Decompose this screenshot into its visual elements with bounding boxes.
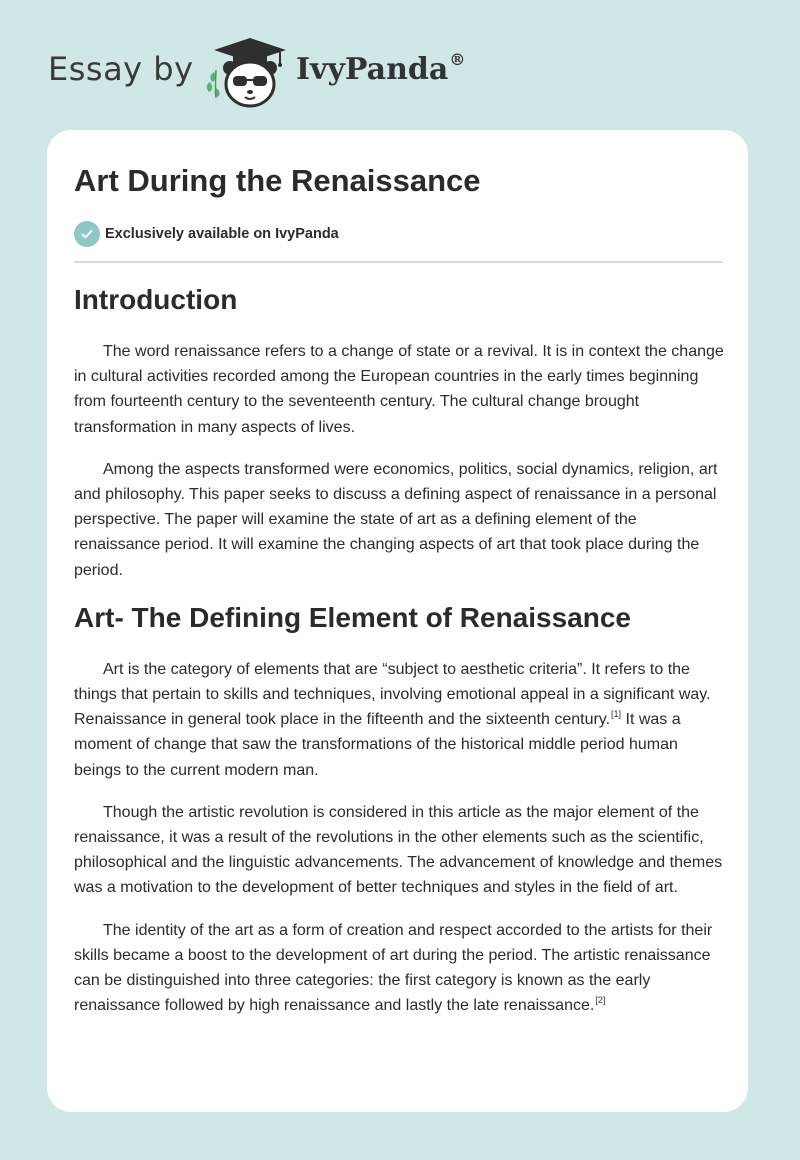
panda-logo-icon[interactable] <box>200 34 292 110</box>
footnote-link[interactable]: [2] <box>595 994 606 1005</box>
paragraph: The word renaissance refers to a change of state or a revival. It is in context the change in cultural activities recorded among the European countries in the early times beginning from fourteenth century to the seventeenth century. The cultural change brought transformation in many aspects of lives. <box>74 343 724 436</box>
section-heading-introduction: Introduction <box>74 284 238 315</box>
footnote-link[interactable]: [1] <box>611 708 622 719</box>
site-header <box>0 0 800 130</box>
ivy-leaf-icon <box>207 70 220 98</box>
paragraph <box>74 657 726 783</box>
registered-mark: ® <box>449 50 466 69</box>
exclusive-badge-text: Exclusively available on IvyPanda <box>105 226 339 242</box>
paragraph-text: It was a moment of change that saw the transformations of the historical middle period human beings to the current modern man. <box>74 711 681 779</box>
essay-card <box>47 130 748 1112</box>
paragraph: Though the artistic revolution is considered in this article as the major element of the renaissance, it was a result of the revolutions in the other elements such as the scientific, philosophical and the linguistic advancements. The advancement of knowledge and themes was a motivation to the development of better techniques and styles in the field of art. <box>74 803 723 897</box>
paragraph: Among the aspects transformed were economics, politics, social dynamics, religion, art and philosophy. This paper seeks to discuss a defining aspect of renaissance in a personal perspective. The paper will examine the state of art as a defining element of the renaissance period. It will examine the changing aspects of art that took place during the period. <box>74 460 718 579</box>
title-divider <box>74 261 723 263</box>
paragraph <box>74 918 726 1019</box>
brand-name[interactable] <box>296 52 465 87</box>
paragraph-text: The identity of the art as a form of creation and respect accorded to the artists for their skills became a boost to the development of art during the period. The artistic renaissance can be distinguished into three categories: the first category is known as the early renaissance followed by high renaissance and lastly the late renaissance. <box>74 921 713 1015</box>
exclusive-badge <box>74 221 339 247</box>
check-circle-icon <box>74 221 100 247</box>
paragraph-text: Art is the category of elements that are “subject to aesthetic criteria”. It refers to the things that pertain to skills and techniques, involving emotional appeal in a significant way. Renaissance in general took place in the fifteenth and the sixteenth century. <box>74 660 711 729</box>
section-heading-art: Art- The Defining Element of Renaissance <box>74 601 631 633</box>
essay-title: Art During the Renaissance <box>74 163 481 198</box>
essay-body <box>74 283 726 1018</box>
essay-by-label: Essay by <box>48 50 194 88</box>
brand-text: IvyPanda <box>296 52 449 87</box>
